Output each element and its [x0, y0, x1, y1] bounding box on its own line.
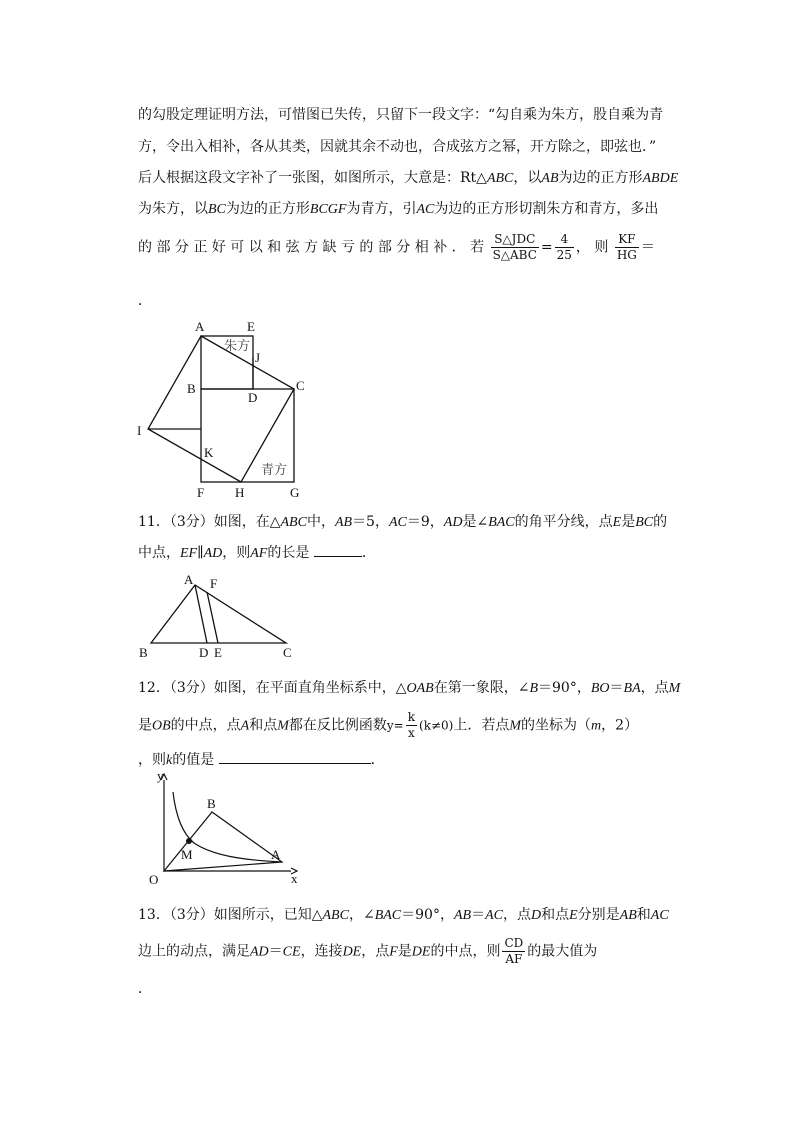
text: 的 [653, 514, 668, 530]
fraction-cd-af [502, 936, 525, 967]
q13-line-2 [138, 936, 597, 967]
text: 的 部 分 正 好 可 以 和 弦 方 缺 亏 的 部 分 相 补 ． 若 [138, 239, 485, 256]
math: AB [334, 515, 353, 530]
math: CE [282, 944, 301, 960]
q13-line-3 [138, 978, 152, 998]
label-x: x [291, 871, 298, 886]
text: 的长是 [267, 545, 310, 561]
label-a: A [271, 847, 281, 862]
math: BC [635, 515, 654, 530]
label-e: E [247, 319, 255, 334]
text: ＝ [609, 680, 624, 696]
text: 方，令出入相补，各从其类，因就其余不动也，合成弦方之幂，开方除之，即弦也．” [138, 139, 657, 155]
text: 12．（3分）如图，在平面直角坐标系中，△ [138, 680, 407, 696]
text: 在第一象限，∠ [433, 680, 530, 696]
label-j: J [255, 350, 261, 365]
denominator: S△ABC [492, 248, 537, 262]
label-o: O [149, 872, 159, 887]
math: m [591, 718, 602, 734]
text: ＝5， [352, 514, 389, 530]
text: 的中点，则 [430, 943, 501, 960]
text: ． [361, 545, 376, 561]
math: AB [541, 171, 559, 186]
label-d: D [199, 645, 209, 660]
text: 为边的正方形 [558, 170, 643, 186]
math: AC [650, 908, 669, 923]
text: 分别是 [577, 907, 620, 923]
text: ∥ [197, 545, 204, 561]
math: AD [250, 944, 269, 960]
text: 为边的正方形 [225, 201, 310, 217]
text: 和点 [541, 907, 570, 923]
math: AC [485, 908, 503, 923]
math: D [530, 908, 542, 923]
math: E [612, 515, 622, 530]
math: F [389, 944, 398, 960]
text: 中， [306, 514, 335, 530]
math: ABC [486, 171, 514, 186]
math: AB [453, 908, 472, 923]
numerator: KF [615, 232, 639, 248]
text: 上．若点 [453, 717, 510, 734]
label-c: C [283, 645, 292, 660]
text: 边上的动点，满足 [138, 943, 250, 960]
text: 的坐标为（ [521, 717, 592, 734]
text: ，点 [361, 943, 390, 960]
numerator: 4 [555, 232, 574, 248]
label-a: A [184, 572, 194, 587]
math: BC [208, 202, 226, 217]
text: ，2） [601, 717, 639, 734]
math: BA [623, 681, 641, 696]
text: 和 [636, 907, 651, 923]
label-m: M [181, 847, 193, 862]
text: 是 [397, 943, 412, 960]
denominator: AF [505, 952, 523, 966]
math: AC [388, 515, 407, 530]
denominator: HG [616, 248, 637, 262]
text: ＝90°， [401, 907, 454, 923]
label-e: E [214, 645, 222, 660]
label-k: K [204, 445, 214, 460]
text: 是∠ [462, 514, 489, 530]
math: OB [152, 718, 171, 734]
label-g: G [290, 485, 300, 500]
label-c: C [296, 378, 305, 393]
equals: ＝ [640, 239, 655, 256]
text: ，则 [222, 545, 251, 561]
text: ，∠ [348, 907, 375, 923]
label-f: F [210, 576, 218, 591]
label-b: B [207, 796, 216, 811]
text: ，点 [640, 680, 669, 696]
math: BAC [374, 908, 402, 923]
denominator: 25 [556, 248, 572, 262]
math: DE [342, 944, 362, 960]
numerator: CD [504, 936, 524, 950]
math: OAB [406, 681, 434, 696]
text: 的中点，点 [170, 717, 241, 734]
text: 为青方，引 [346, 201, 417, 217]
math: ABC [322, 908, 349, 923]
text: ＝ [471, 907, 486, 923]
math: AD [203, 546, 223, 561]
text: ，点 [502, 907, 531, 923]
function-y: y= [386, 718, 404, 733]
text: ，则 [138, 752, 166, 768]
math: AD [443, 515, 463, 530]
text: 13．（3分）如图所示，已知△ [138, 907, 323, 923]
text: 为朱方，以 [138, 201, 208, 217]
math: M [509, 718, 522, 734]
label-b: B [187, 381, 196, 396]
math: AF [250, 546, 268, 561]
numerator: S△JDC [491, 232, 539, 248]
math: B [529, 681, 539, 696]
text: ＝90°， [538, 680, 591, 696]
denominator: x [408, 726, 415, 740]
label-h: H [235, 485, 245, 500]
math: M [668, 681, 681, 696]
text: ＝ [268, 943, 283, 960]
q13-line-1 [138, 904, 669, 924]
text: ． [138, 293, 152, 309]
triangle-oab [164, 812, 282, 871]
label-i: I [137, 423, 142, 438]
text: 的值是 [172, 752, 215, 768]
math: M [277, 718, 289, 734]
numerator: k [407, 710, 416, 724]
text: 是 [621, 514, 636, 530]
math: BAC [488, 515, 515, 530]
condition: (k≠0) [419, 718, 454, 733]
math: k [166, 753, 173, 768]
label-zhufang: 朱方 [224, 339, 251, 354]
text: 11．（3分）如图，在△ [138, 514, 281, 530]
text: ，连接 [300, 943, 343, 960]
text: 为边的正方形切割朱方和青方，多出 [434, 201, 659, 217]
equals: = [540, 239, 553, 256]
math: DE [411, 944, 431, 960]
math: ABDE [642, 171, 679, 186]
math: EF [180, 546, 198, 561]
label-qingfang: 青方 [261, 463, 288, 478]
label-a: A [195, 319, 205, 334]
text: 的角平分线，点 [514, 514, 613, 530]
math: BCGF [309, 202, 347, 217]
label-y: y [157, 768, 164, 783]
text: ， 则 [575, 239, 609, 256]
label-f: F [197, 485, 205, 500]
label-b: B [139, 645, 148, 660]
math: ABC [280, 515, 307, 530]
text: ． [370, 752, 385, 768]
text: ＝9， [406, 514, 444, 530]
text: ，以 [513, 170, 542, 186]
text: ． [138, 981, 152, 997]
math: AB [619, 908, 637, 923]
text: 都在反比例函数 [288, 717, 387, 734]
point-m [186, 838, 192, 844]
text: 中点， [138, 545, 180, 561]
math: E [569, 908, 578, 923]
text: 的勾股定理证明方法，可惜图已失传，只留下一段文字：“勾自乘为朱方，股自乘为青 [138, 107, 664, 123]
text: 后人根据这段文字补了一张图，如图所示，大意是：Rt△ [138, 170, 487, 186]
text: 是 [138, 717, 152, 734]
math: BO [590, 681, 610, 696]
text: 和点 [249, 717, 278, 734]
label-d: D [248, 390, 258, 405]
text: 的最大值为 [527, 943, 598, 960]
math: A [240, 718, 250, 734]
math: AC [416, 202, 435, 217]
